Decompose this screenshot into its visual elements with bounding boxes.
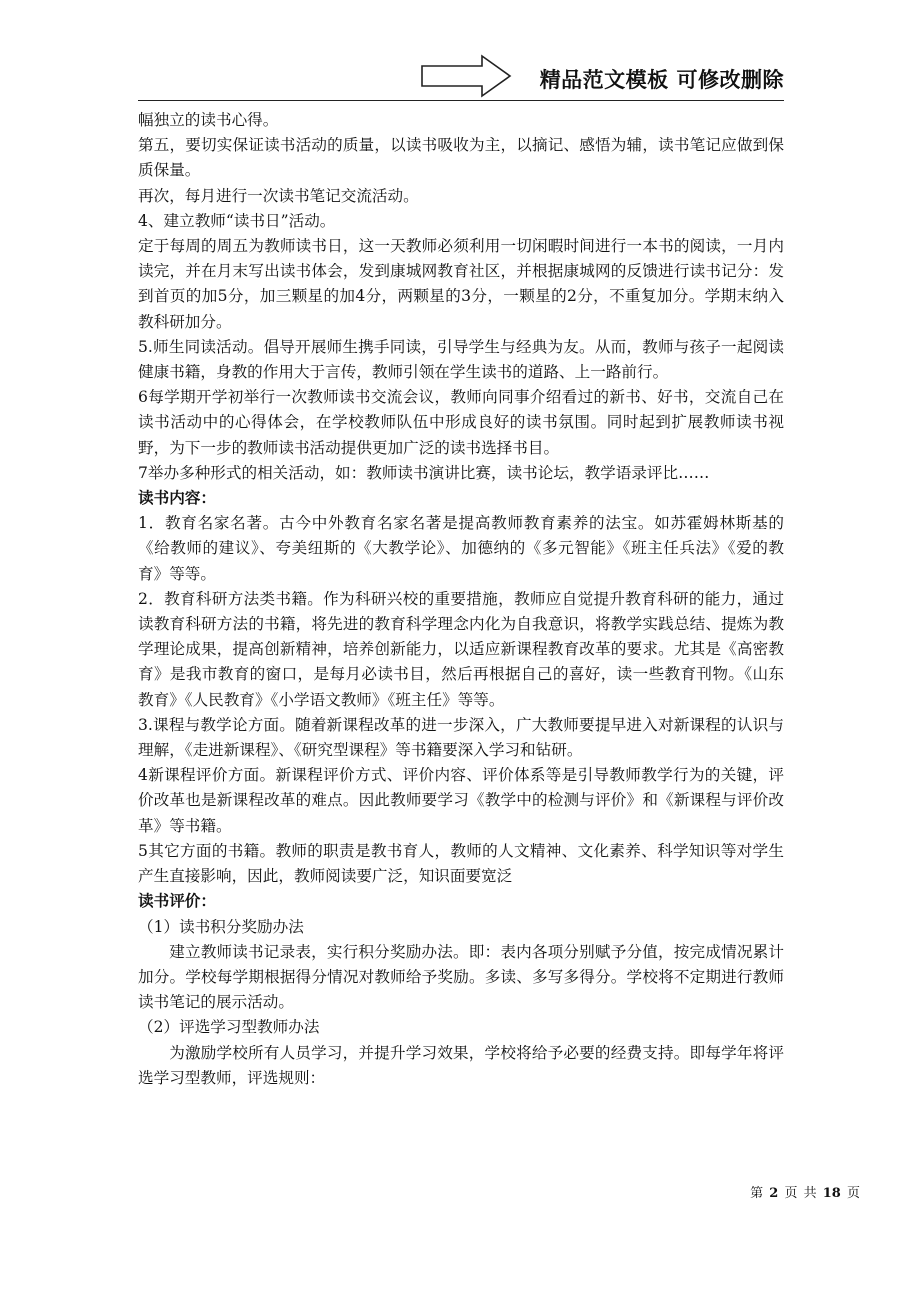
footer-page-number: 2 — [769, 1186, 779, 1201]
paragraph: 幅独立的读书心得。 — [138, 111, 279, 129]
section-heading-evaluation: 读书评价： — [138, 892, 216, 911]
evaluation-text: 建立教师读书记录表，实行积分奖励办法。即：表内各项分别赋予分值，按完成情况累计加分。学校每学期根据得分情况对教师给予奖励。多读、多写多得分。学校将不定期进行教师读书笔记的展示活动。 — [138, 942, 784, 1012]
paragraph: 第五，要切实保证读书活动的质量，以读书吸收为主，以摘记、感悟为辅，读书笔记应做到保质保量。 — [138, 136, 784, 180]
paragraph: 再次，每月进行一次读书笔记交流活动。 — [138, 186, 419, 205]
footer-prefix: 第 — [750, 1186, 764, 1201]
arrow-right-icon — [420, 54, 512, 98]
content-item: 4新课程评价方面。新课程评价方式、评价内容、评价体系等是引导教师教学行为的关键，评价改革也是新课程改革的难点。因此教师要学习《教学中的检测与评价》和《新课程与评价改革》等书籍。 — [138, 766, 784, 835]
paragraph: 7举办多种形式的相关活动，如：教师读书演讲比赛，读书论坛，教学语录评比…… — [138, 463, 710, 482]
document-body — [138, 108, 784, 1091]
page-header — [138, 48, 784, 101]
content-item: 3.课程与教学论方面。随着新课程改革的进一步深入，广大教师要提早进入对新课程的认识与理解，《走进新课程》、《研究型课程》等书籍要深入学习和钻研。 — [138, 715, 784, 760]
evaluation-subtitle: （1）读书积分奖励办法 — [138, 917, 304, 936]
evaluation-text: 为激励学校所有人员学习，并提升学习效果，学校将给予必要的经费支持。即每学年将评选学习型教师，评选规则： — [138, 1043, 784, 1087]
paragraph: 6每学期开学初举行一次教师读书交流会议，教师向同事介绍看过的新书、好书，交流自己在读书活动中的心得体会，在学校教师队伍中形成良好的读书氛围。同时起到扩展教师读书视野，为下一步的教师读书活动提供更加广泛的读书选择书目。 — [138, 388, 784, 457]
content-item: 1．教育名家名著。古今中外教育名家名著是提高教师教育素养的法宝。如苏霍姆林斯基的《给教师的建议》、夸美纽斯的《大教学论》、加德纳的《多元智能》《班主任兵法》《爱的教育》等等。 — [138, 514, 784, 583]
content-item: 2．教育科研方法类书籍。作为科研兴校的重要措施，教师应自觉提升教育科研的能力，通过读教育科研方法的书籍，将先进的教育科学理念内化为自我意识，将教学实践总结、提炼为教学理论成果，提高创新精神，培养创新能力，以适应新课程教育改革的要求。尤其是《高密教育》是我市教育的窗口，是每月必读书目，然后再根据自己的喜好，读一些教育刊物。《山东教育》《人民教育》《小学语文教师》《班主任》等等。 — [138, 589, 784, 709]
paragraph: 定于每周的周五为教师读书日，这一天教师必须利用一切闲暇时间进行一本书的阅读，一月内读完，并在月末写出读书体会，发到康城网教育社区，并根据康城网的反馈进行读书记分：发到首页的加5分，加三颗星的加4分，两颗星的3分，一颗星的2分，不重复加分。学期末纳入教科研加分。 — [138, 237, 784, 331]
content-item: 5其它方面的书籍。教师的职责是教书育人，教师的人文精神、文化素养、科学知识等对学生产生直接影响，因此，教师阅读要广泛，知识面要宽泛 — [138, 841, 784, 886]
footer-suffix: 页 — [846, 1186, 860, 1201]
header-title: 精品范文模板 可修改删除 — [539, 68, 784, 92]
footer-total-pages: 18 — [822, 1186, 841, 1201]
page-footer — [750, 1182, 860, 1201]
section-heading-content: 读书内容： — [138, 489, 216, 508]
paragraph: 5.师生同读活动。倡导开展师生携手同读，引导学生与经典为友。从而，教师与孩子一起阅读健康书籍，身教的作用大于言传，教师引领在学生读书的道路、上一路前行。 — [138, 337, 784, 382]
paragraph: 4、建立教师“读书日”活动。 — [138, 211, 336, 230]
evaluation-subtitle: （2）评选学习型教师办法 — [138, 1018, 320, 1037]
footer-middle: 页 共 — [784, 1186, 817, 1201]
